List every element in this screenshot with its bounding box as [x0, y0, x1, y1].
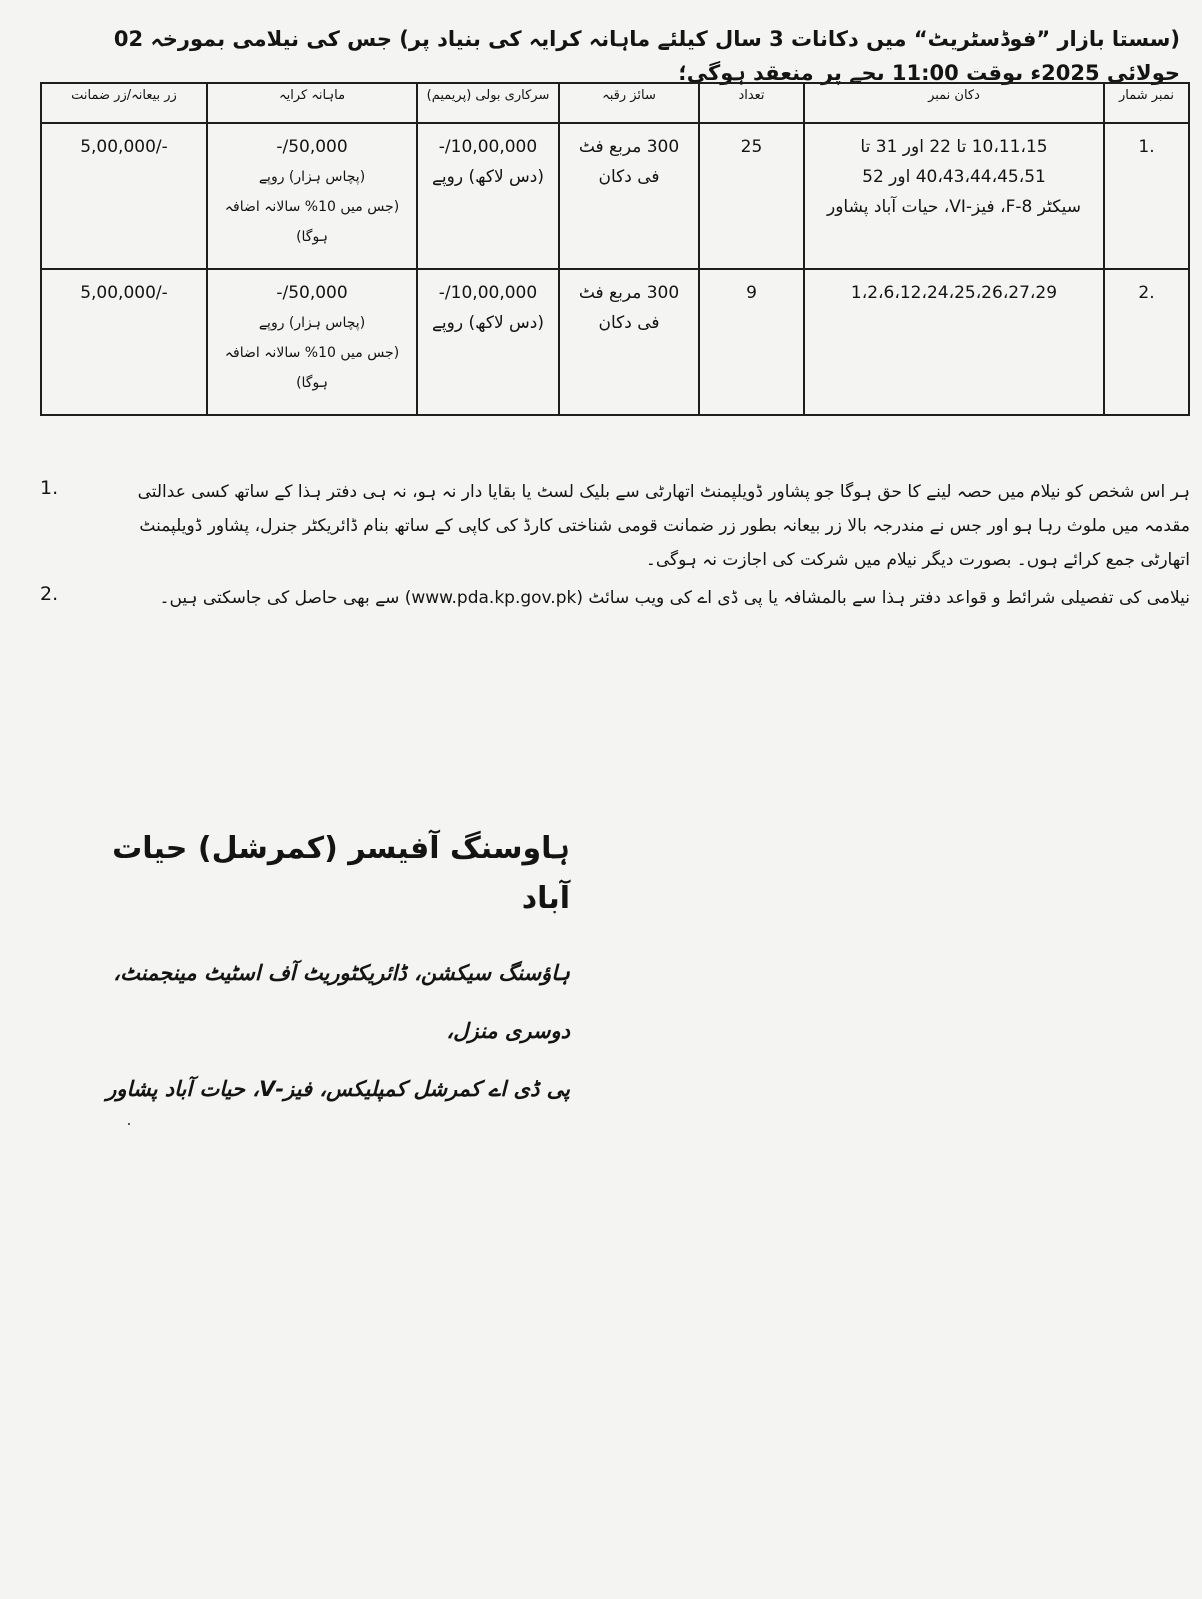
header-security: زر بیعانہ/زر ضمانت	[41, 83, 207, 123]
condition-number: 1.	[40, 477, 59, 499]
bid-words: (دس لاکھ) روپے	[431, 313, 545, 333]
condition-item	[40, 581, 1190, 615]
shop-location-line: سیکٹر F-8، فیز-VI، حیات آباد پشاور	[827, 197, 1081, 217]
cell-shop-numbers	[804, 269, 1104, 415]
size-unit: فی دکان	[598, 167, 660, 187]
cell-security: 5,00,000/-	[41, 269, 207, 415]
auction-table	[40, 82, 1190, 416]
size-value: 300 مربع فٹ	[578, 137, 680, 157]
header-govt-bid: سرکاری بولی (پریمیم)	[417, 83, 559, 123]
bid-amount: 10,00,000/-	[438, 283, 538, 303]
size-value: 300 مربع فٹ	[578, 283, 680, 303]
cell-monthly-rent	[207, 269, 417, 415]
cell-count: 25	[699, 123, 804, 269]
cell-count: 9	[699, 269, 804, 415]
shop-numbers-line: 40،43،44،45،51 اور 52	[862, 167, 1046, 187]
header-shop-numbers: دکان نمبر	[804, 83, 1104, 123]
rent-increase-note: (جس میں 10% سالانہ اضافہ ہوگا)	[224, 199, 400, 245]
condition-text: ہر اس شخص کو نیلام میں حصہ لینے کا حق ہوگا جو پشاور ڈویلپمنٹ اتھارٹی سے بلیک لسٹ یا بقایا دار نہ ہو، نہ ہی دفتر ہذا کے ساتھ کسی عدالتی مقدمہ میں ملوث رہا ہو اور جس نے مندرجہ بالا زر بیعانہ بطور زر ضمانت قومی شناختی کارڈ کی کاپی کے ساتھ بنام ڈائریکٹر جنرل، پشاور ڈویلپمنٹ اتھارٹی جمع کرائے ہوں۔ بصورت دیگر نیلام میں شرکت کی اجازت نہ ہوگی۔	[137, 482, 1190, 570]
table-header-row	[41, 83, 1189, 123]
shop-numbers-line: 1،2،6،12،24،25،26،27،29	[850, 283, 1058, 303]
signatory-title: ہاوسنگ آفیسر (کمرشل) حیات آباد	[112, 831, 570, 916]
condition-number: 2.	[40, 583, 59, 605]
rent-increase-note: (جس میں 10% سالانہ اضافہ ہوگا)	[224, 345, 400, 391]
rent-amount: 50,000/-	[276, 283, 348, 303]
shop-numbers-line: 10،11،15 تا 22 اور 31 تا	[860, 137, 1048, 157]
signature-block	[80, 824, 570, 1118]
table-row	[41, 269, 1189, 415]
rent-amount: 50,000/-	[276, 137, 348, 157]
cell-size	[559, 123, 699, 269]
size-unit: فی دکان	[598, 313, 660, 333]
bid-amount: 10,00,000/-	[438, 137, 538, 157]
rent-words: (پچاس ہزار) روپے	[258, 169, 366, 185]
cell-sn: 2.	[1104, 269, 1189, 415]
cell-shop-numbers	[804, 123, 1104, 269]
header-monthly-rent: ماہانہ کرایہ	[207, 83, 417, 123]
rent-words: (پچاس ہزار) روپے	[258, 315, 366, 331]
office-address-line: پی ڈی اے کمرشل کمپلیکس، فیز-V، حیات آباد پشاور	[106, 1077, 570, 1101]
paper-speck	[128, 1123, 130, 1125]
condition-item	[40, 475, 1190, 577]
header-count: تعداد	[699, 83, 804, 123]
cell-govt-bid	[417, 269, 559, 415]
cell-monthly-rent	[207, 123, 417, 269]
header-sn: نمبر شمار	[1104, 83, 1189, 123]
conditions-list	[40, 475, 1190, 619]
cell-security: 5,00,000/-	[41, 123, 207, 269]
cell-size	[559, 269, 699, 415]
office-address-line: ہاؤسنگ سیکشن، ڈائریکٹوریٹ آف اسٹیٹ مینجمنٹ، دوسری منزل،	[113, 961, 570, 1043]
auction-notice-heading: (سستا بازار ”فوڈسٹریٹ“ میں دکانات 3 سال کیلئے ماہانہ کرایہ کی بنیاد پر) جس کی نیلامی بمورخہ 02 جولائی 2025ء بوقت 11:00 بجے پر منعقد ہوگی؛	[113, 27, 1180, 85]
header-size: سائز رقبہ	[559, 83, 699, 123]
cell-govt-bid	[417, 123, 559, 269]
table-row	[41, 123, 1189, 269]
condition-text: نیلامی کی تفصیلی شرائط و قواعد دفتر ہذا سے بالمشافہ یا پی ڈی اے کی ویب سائٹ (www.pda.kp.gov.pk) سے بھی حاصل کی جاسکتی ہیں۔	[159, 588, 1190, 608]
bid-words: (دس لاکھ) روپے	[431, 167, 545, 187]
cell-sn: 1.	[1104, 123, 1189, 269]
